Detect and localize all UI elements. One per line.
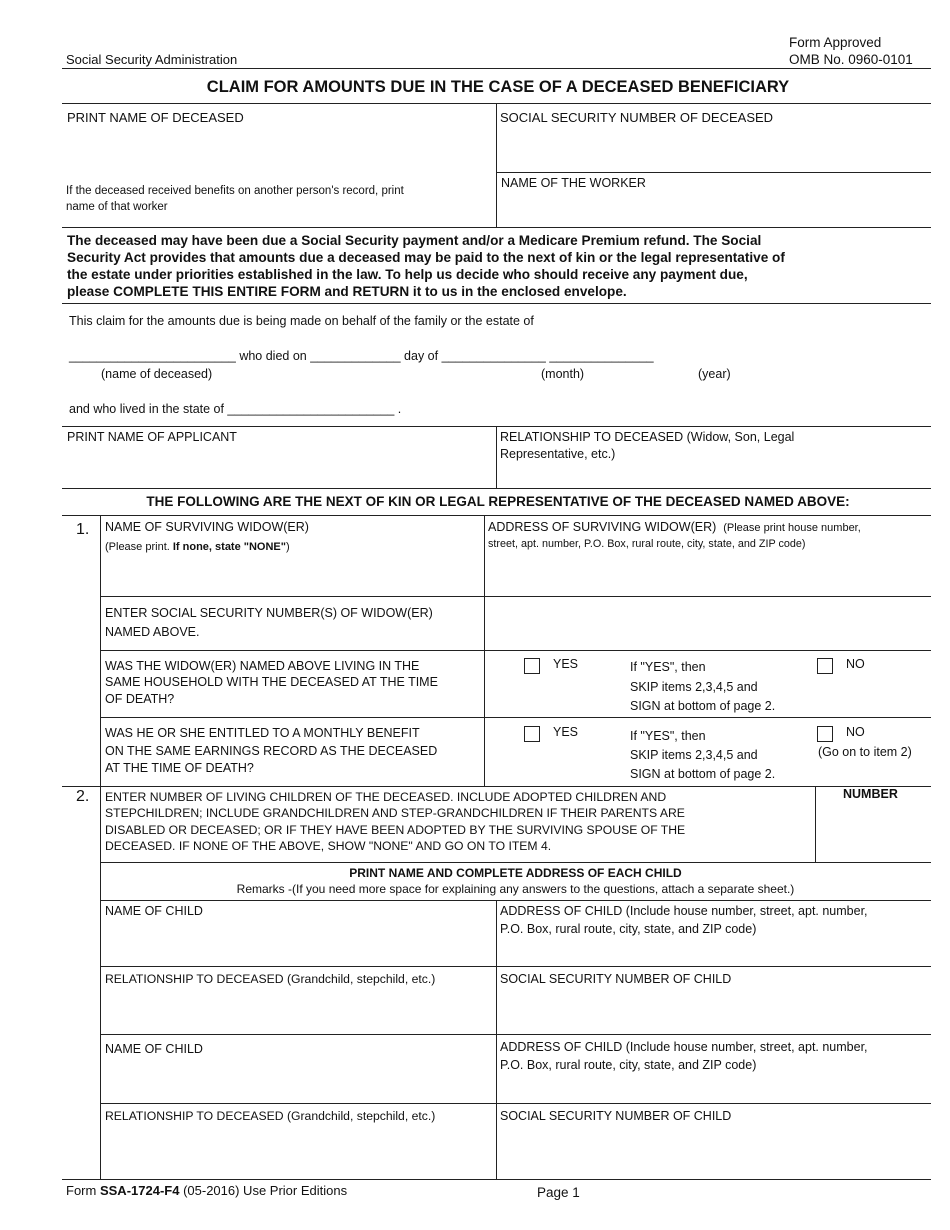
child-2-address-label-2: P.O. Box, rural route, city, state, and ZIP code)	[500, 1058, 757, 1072]
rule	[62, 303, 931, 304]
children-instruction: ENTER NUMBER OF LIVING CHILDREN OF THE DECEASED. INCLUDE ADOPTED CHILDREN AND	[105, 790, 667, 804]
household-skip-text-3: SIGN at bottom of page 2.	[630, 699, 776, 713]
entitled-skip-text-2: SKIP items 2,3,4,5 and	[630, 748, 758, 762]
child-1-name-input[interactable]	[106, 922, 494, 964]
children-count-input[interactable]	[822, 806, 930, 858]
child-2-address-label: ADDRESS OF CHILD (Include house number, street, apt. number,	[500, 1040, 868, 1054]
child-2-ssn-input[interactable]	[502, 1128, 930, 1174]
rule	[100, 900, 931, 901]
household-question-3: OF DEATH?	[105, 692, 175, 706]
child-1-address-label: ADDRESS OF CHILD (Include house number, street, apt. number,	[500, 904, 868, 918]
child-2-relationship-label: RELATIONSHIP TO DECEASED (Grandchild, stepchild, etc.)	[105, 1109, 436, 1123]
children-instruction-4: DECEASED. IF NONE OF THE ABOVE, SHOW "NONE" AND GO ON TO ITEM 4.	[105, 839, 552, 853]
rule	[100, 862, 931, 863]
divider	[815, 786, 816, 862]
rule	[62, 786, 931, 787]
deceased-ssn-label: SOCIAL SECURITY NUMBER OF DECEASED	[500, 110, 774, 125]
deceased-ssn-input[interactable]	[502, 128, 926, 170]
entitled-question-2: ON THE SAME EARNINGS RECORD AS THE DECEASED	[105, 744, 438, 758]
widow-address-label: ADDRESS OF SURVIVING WIDOW(ER) (Please print house number,	[488, 520, 861, 534]
entitled-no-label: NO	[846, 725, 865, 739]
deceased-name-input[interactable]	[68, 128, 492, 170]
claim-died-line: ________________________ who died on _____________ day of _______________ _______________	[69, 349, 654, 363]
divider	[484, 650, 485, 786]
entitled-skip-text-3: SIGN at bottom of page 2.	[630, 767, 776, 781]
child-2-name-input[interactable]	[106, 1060, 494, 1102]
applicant-relationship-label: RELATIONSHIP TO DECEASED (Widow, Son, Legal	[500, 430, 795, 444]
worker-name-input[interactable]	[502, 194, 926, 224]
widow-address-note: street, apt. number, P.O. Box, rural route, city, state, and ZIP code)	[488, 538, 806, 550]
deceased-name-label: PRINT NAME OF DECEASED	[67, 110, 244, 125]
omb-number: OMB No. 0960-0101	[789, 52, 913, 67]
form-number: Form SSA-1724-F4 (05-2016) Use Prior Editions	[66, 1183, 348, 1198]
entitled-no-checkbox[interactable]	[817, 726, 833, 742]
year-hint: (year)	[698, 367, 731, 381]
applicant-relationship-label-2: Representative, etc.)	[500, 447, 616, 461]
entitled-question-3: AT THE TIME OF DEATH?	[105, 761, 254, 775]
entitled-question: WAS HE OR SHE ENTITLED TO A MONTHLY BENEFIT	[105, 726, 420, 740]
child-heading: PRINT NAME AND COMPLETE ADDRESS OF EACH CHILD	[349, 866, 682, 880]
claim-state-line: and who lived in the state of ________________________ .	[69, 402, 402, 416]
widow-name-input[interactable]	[106, 558, 482, 594]
household-no-checkbox[interactable]	[817, 658, 833, 674]
children-instruction-3: DISABLED OR DECEASED; OR IF THEY HAVE BEEN ADOPTED BY THE SURVIVING SPOUSE OF THE	[105, 823, 686, 837]
agency-name: Social Security Administration	[66, 52, 238, 67]
page-number: Page 1	[537, 1185, 580, 1200]
month-hint: (month)	[541, 367, 585, 381]
child-1-ssn-label: SOCIAL SECURITY NUMBER OF CHILD	[500, 972, 732, 986]
divider	[484, 515, 485, 650]
household-question-2: SAME HOUSEHOLD WITH THE DECEASED AT THE TIME	[105, 675, 438, 689]
applicant-relationship-input[interactable]	[502, 465, 926, 487]
child-1-relationship-label: RELATIONSHIP TO DECEASED (Grandchild, stepchild, etc.)	[105, 972, 436, 986]
widow-ssn-label-2: NAMED ABOVE.	[105, 625, 200, 639]
household-question: WAS THE WIDOW(ER) NAMED ABOVE LIVING IN THE	[105, 659, 420, 673]
divider	[496, 103, 497, 227]
remarks-note: Remarks -(If you need more space for explaining any answers to the questions, attach a separate sheet.)	[236, 882, 795, 896]
household-skip-text: If "YES", then	[630, 660, 706, 674]
child-2-address-input[interactable]	[502, 1076, 930, 1100]
widow-name-label: NAME OF SURVIVING WIDOW(ER)	[105, 520, 309, 534]
entitled-yes-label: YES	[553, 725, 579, 739]
rule	[62, 1179, 931, 1180]
number-label: NUMBER	[843, 787, 898, 801]
worker-name-label: NAME OF THE WORKER	[501, 176, 646, 190]
widow-ssn-input[interactable]	[490, 604, 928, 646]
entitled-yes-checkbox[interactable]	[524, 726, 540, 742]
widow-name-note: (Please print. If none, state "NONE")	[105, 541, 290, 553]
divider	[496, 900, 497, 1179]
item-column-divider	[100, 515, 101, 1179]
child-1-relationship-input[interactable]	[106, 990, 494, 1032]
rule	[62, 227, 931, 228]
rule	[100, 650, 931, 651]
claim-behalf-text: This claim for the amounts due is being made on behalf of the family or the estate of	[69, 314, 534, 328]
child-2-name-label: NAME OF CHILD	[105, 1042, 203, 1056]
widow-address-input[interactable]	[490, 556, 928, 594]
name-hint: (name of deceased)	[101, 367, 213, 381]
intro-line-2: Security Act provides that amounts due a deceased may be paid to the next of kin or the legal representative of	[67, 250, 785, 265]
child-1-address-input[interactable]	[502, 940, 930, 964]
intro-line-1: The deceased may have been due a Social Security payment and/or a Medicare Premium refund. The Social	[67, 233, 762, 248]
applicant-name-input[interactable]	[68, 448, 492, 486]
widow-ssn-label: ENTER SOCIAL SECURITY NUMBER(S) OF WIDOW(ER)	[105, 606, 433, 620]
rule	[100, 717, 931, 718]
household-yes-checkbox[interactable]	[524, 658, 540, 674]
form-approved-label: Form Approved	[789, 35, 882, 50]
other-record-note: If the deceased received benefits on another person's record, print	[66, 185, 404, 197]
item-2-number: 2.	[76, 788, 90, 805]
intro-line-4: please COMPLETE THIS ENTIRE FORM and RETURN it to us in the enclosed envelope.	[67, 284, 627, 299]
household-yes-label: YES	[553, 657, 579, 671]
child-1-name-label: NAME OF CHILD	[105, 904, 203, 918]
header-rule	[62, 68, 931, 69]
form-title: CLAIM FOR AMOUNTS DUE IN THE CASE OF A DECEASED BENEFICIARY	[206, 78, 790, 96]
entitled-skip-text: If "YES", then	[630, 729, 706, 743]
intro-line-3: the estate under priorities established in the law. To help us decide who should receive any payment due,	[67, 267, 748, 282]
children-instruction-2: STEPCHILDREN; INCLUDE GRANDCHILDREN AND STEP-GRANDCHILDREN IF THEIR PARENTS ARE	[105, 806, 685, 820]
kin-heading: THE FOLLOWING ARE THE NEXT OF KIN OR LEGAL REPRESENTATIVE OF THE DECEASED NAMED ABOVE:	[146, 494, 850, 509]
rule	[100, 1103, 931, 1104]
child-1-ssn-input[interactable]	[502, 990, 930, 1032]
household-skip-text-2: SKIP items 2,3,4,5 and	[630, 680, 758, 694]
child-2-ssn-label: SOCIAL SECURITY NUMBER OF CHILD	[500, 1109, 732, 1123]
household-no-label: NO	[846, 657, 865, 671]
rule	[62, 515, 931, 516]
rule	[100, 1034, 931, 1035]
child-2-relationship-input[interactable]	[106, 1128, 494, 1174]
go-on-note: (Go on to item 2)	[818, 745, 912, 759]
rule	[62, 488, 931, 489]
rule	[496, 172, 931, 173]
other-record-note-2: name of that worker	[66, 201, 168, 213]
child-1-address-label-2: P.O. Box, rural route, city, state, and ZIP code)	[500, 922, 757, 936]
rule	[100, 966, 931, 967]
rule	[100, 596, 931, 597]
applicant-name-label: PRINT NAME OF APPLICANT	[67, 430, 237, 444]
divider	[496, 426, 497, 488]
item-1-number: 1.	[76, 521, 90, 538]
